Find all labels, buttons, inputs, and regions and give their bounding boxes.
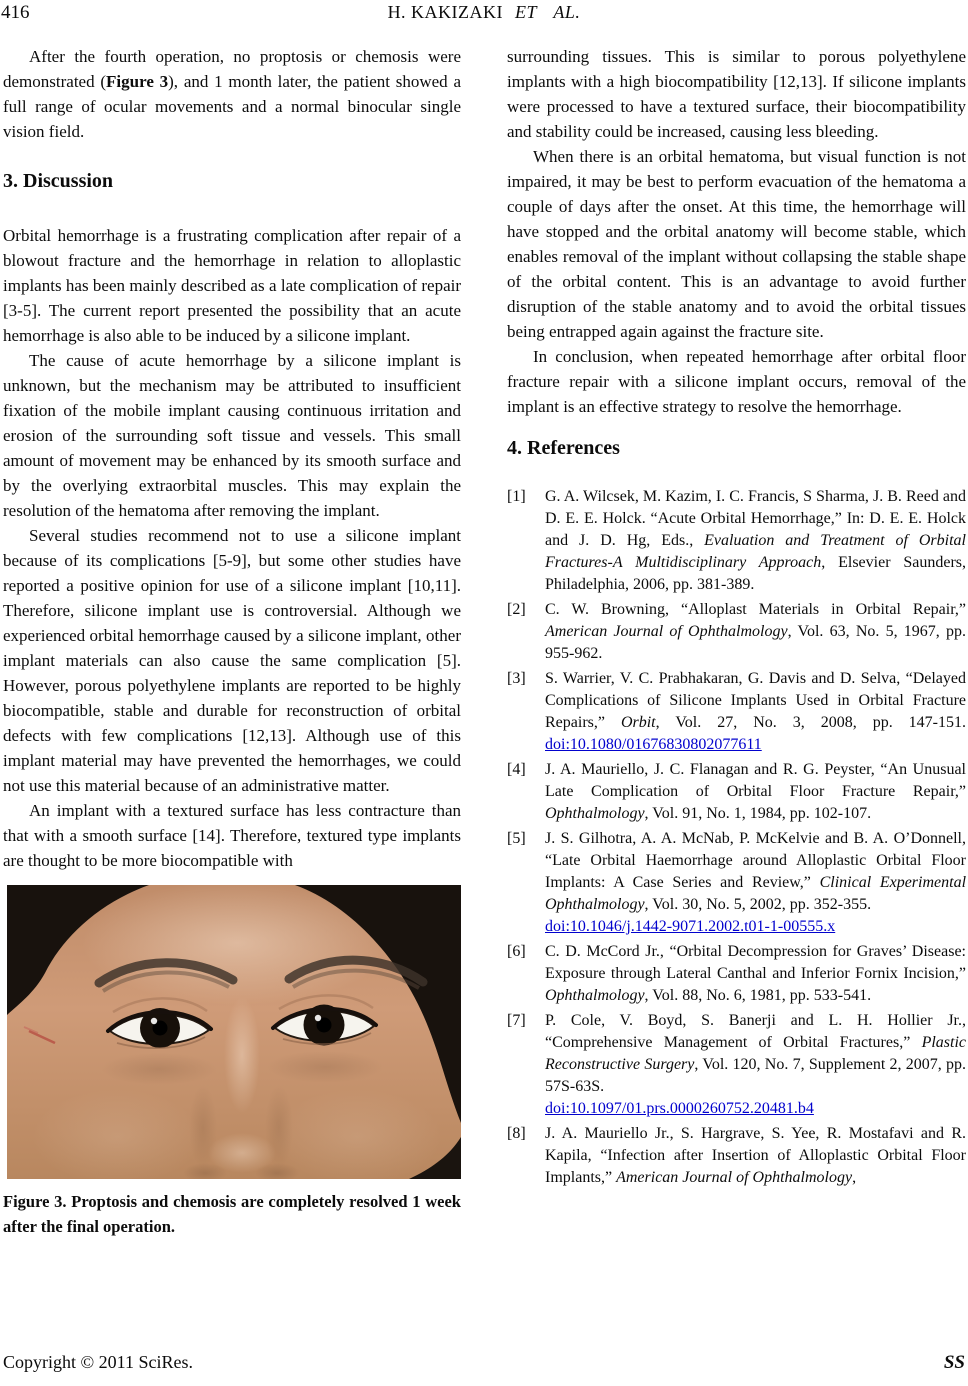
reference-text: J. A. Mauriello, J. C. Flanagan and R. G. Peyster, “An Unusual Late Complication of Orbital Floor Fracture Repair,” Ophthalmology, Vol. 91, No. 1, 1984, pp. 102-107.: [545, 761, 966, 822]
reference-item-3: [507, 668, 966, 756]
reference-label: [3]: [507, 670, 526, 687]
doi-link[interactable]: doi:10.1097/01.prs.0000260752.20481.b4: [545, 1100, 814, 1117]
running-head: [0, 2, 968, 23]
running-head-authors: H. KAKIZAKI: [387, 2, 504, 22]
left-column: [3, 44, 461, 1239]
paragraph-conclusion: In conclusion, when repeated hemorrhage after orbital floor fracture repair with a silicone implant occurs, removal of the implant is an effective strategy to resolve the hemorrhage.: [507, 347, 966, 416]
paragraph-when: When there is an orbital hematoma, but visual function is not impaired, it may be best to perform evacuation of the hematoma a couple of days after the onset. At this time, the hemorrhage will have stopped and the orbital anatomy will become stable, which enables removal of the implant without collapsing the stable shape of the orbital content. This is an advantage to avoid further disruption of the stable anatomy and to avoid the orbital tissues being entrapped again against the fracture site.: [507, 147, 966, 341]
reference-text: P. Cole, V. Boyd, S. Banerji and L. H. Hollier Jr., “Comprehensive Management of Orbital Fractures,” Plastic Reconstructive Surgery, Vol. 120, No. 7, Supplement 2, 2007, pp. 57S-63S. doi:10.1097/01.prs.0000260752.20481.b4: [545, 1010, 966, 1120]
figure-3: [3, 885, 461, 1239]
paragraph-surrounding: surrounding tissues. This is similar to porous polyethylene implants with a high biocompatibility [12,13]. If silicone implants were processed to have a textured surface, their biocompatibility and stability could be increased, causing less bleeding.: [507, 47, 966, 141]
journal-title: American Journal of Ophthalmology: [545, 623, 788, 640]
copyright-text: Copyright © 2011 SciRes.: [3, 1352, 194, 1372]
paragraph-cause: The cause of acute hemorrhage by a silicone implant is unknown, but the mechanism may be attributed to insufficient fixation of the mobile implant causing continuous irritation and erosion of the surrounding soft tissue and vessels. This small amount of movement may be enhanced by its smooth surface and by the overlying extraorbital muscles. This may explain the resolution of the hematoma after removing the implant.: [3, 351, 461, 520]
reference-text: C. W. Browning, “Alloplast Materials in Orbital Repair,” American Journal of Ophthalmology, Vol. 63, No. 5, 1967, pp. 955-962.: [545, 601, 966, 662]
figure-photo: [7, 885, 461, 1179]
running-head-etal: ET AL.: [515, 2, 581, 22]
figure-reference-bold: Figure 3: [106, 72, 169, 91]
doi-link[interactable]: doi:10.1046/j.1442-9071.2002.t01-1-00555.x: [545, 918, 836, 935]
paragraph-intro: After the fourth operation, no proptosis or chemosis were demonstrated (Figure 3), and 1 month later, the patient showed a full range of ocular movements and a normal binocular single vision field.: [3, 47, 461, 141]
reference-label: [4]: [507, 761, 526, 778]
reference-list: [507, 486, 966, 1189]
reference-text: J. A. Mauriello Jr., S. Hargrave, S. Yee, R. Mostafavi and R. Kapila, “Infection after Insertion of Alloplastic Orbital Floor Implants,” American Journal of Ophthalmology,: [545, 1125, 966, 1186]
reference-item-6: [507, 941, 966, 1007]
reference-item-5: [507, 828, 966, 938]
reference-item-8: [507, 1123, 966, 1189]
reference-text: C. D. McCord Jr., “Orbital Decompression for Graves’ Disease: Exposure through Lateral Canthal and Inferior Fornix Incision,” Ophthalmology, Vol. 88, No. 6, 1981, pp. 533-541.: [545, 943, 966, 1004]
paragraph-implant: An implant with a textured surface has less contracture than that with a smooth surface [14]. Therefore, textured type implants are thought to be more biocompatible with: [3, 801, 461, 870]
reference-item-2: [507, 599, 966, 665]
reference-label: [7]: [507, 1012, 526, 1029]
section-heading-references: 4. References: [507, 437, 620, 459]
journal-title: Orbit: [620, 714, 656, 731]
right-column: [507, 44, 966, 1192]
journal-title: Plastic Reconstructive Surgery: [545, 1034, 966, 1073]
paragraph-several: Several studies recommend not to use a silicone implant because of its complications [5-9], but some other studies have reported a positive opinion for use of a silicone implant [10,11]. Therefore, silicone implant use is controversial. Although we experienced orbital hemorrhage caused by a silicone implant, other implant materials can also cause the same complication [5]. However, porous polyethylene implants are reported to be highly biocompatible, stable and durable for reconstruction of orbital defects with few complications [12,13]. Although use of this implant material may have prevented the hemorrhages, we could not use this material because of an administrative matter.: [3, 526, 461, 795]
reference-label: [2]: [507, 601, 526, 618]
paragraph-orbital: Orbital hemorrhage is a frustrating complication after repair of a blowout fracture and the hemorrhage in relation to alloplastic implants has been mainly described as a late complication of repair [3-5]. The current report presented the possibility that an acute hemorrhage is also able to be induced by a silicone implant.: [3, 226, 461, 345]
reference-label: [5]: [507, 830, 526, 847]
reference-label: [8]: [507, 1125, 526, 1142]
journal-title: Ophthalmology: [545, 805, 645, 822]
reference-label: [6]: [507, 943, 526, 960]
reference-text: S. Warrier, V. C. Prabhakaran, G. Davis and D. Selva, “Delayed Complications of Silicone Implants Used in Orbital Fracture Repairs,” Orbit, Vol. 27, No. 3, 2008, pp. 147-151. doi:10.1080/01676830802077611: [545, 670, 966, 753]
reference-label: [1]: [507, 488, 526, 505]
page-footer: [3, 1352, 965, 1374]
reference-item-1: [507, 486, 966, 596]
reference-text: J. S. Gilhotra, A. A. McNab, P. McKelvie and B. A. O’Donnell, “Late Orbital Haemorrhage around Alloplastic Orbital Floor Implants: A Case Series and Review,” Clinical Experimental Ophthalmology, Vol. 30, No. 5, 2002, pp. 352-355. doi:10.1046/j.1442-9071.2002.t01-1-00555.x: [545, 828, 966, 938]
journal-code: SS: [943, 1352, 965, 1373]
figure-caption: Figure 3. Proptosis and chemosis are completely resolved 1 week after the final operation.: [3, 1192, 461, 1236]
section-heading-discussion: 3. Discussion: [3, 170, 114, 192]
journal-title: American Journal of Ophthalmology: [616, 1169, 853, 1186]
doi-link[interactable]: doi:10.1080/01676830802077611: [545, 736, 762, 753]
journal-title: Ophthalmology: [545, 987, 645, 1004]
page-number: 416: [1, 2, 30, 23]
reference-text: G. A. Wilcsek, M. Kazim, I. C. Francis, S Sharma, J. B. Reed and D. E. E. Holck. “Acute Orbital Hemorrhage,” In: D. E. E. Holck and J. D. Hg, Eds., Evaluation and Treatment of Orbital Fractures-A Multidisciplinary Approach, Elsevier Saunders, Philadelphia, 2006, pp. 381-389.: [545, 488, 966, 593]
journal-title: Clinical Experimental Ophthalmology: [545, 874, 967, 913]
book-title: Evaluation and Treatment of Orbital Fractures-A Multidisciplinary Approach: [545, 532, 966, 571]
reference-item-4: [507, 759, 966, 825]
reference-item-7: [507, 1010, 966, 1120]
